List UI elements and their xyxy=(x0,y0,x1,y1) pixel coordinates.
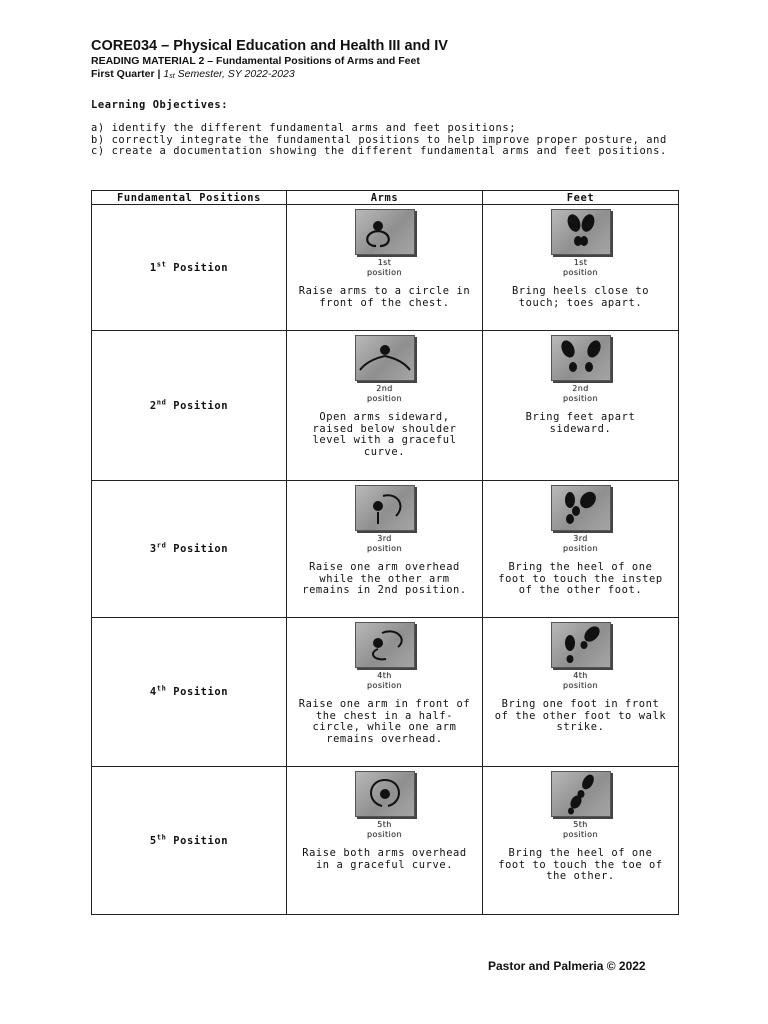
arms-cell xyxy=(287,205,483,331)
header-feet: Feet xyxy=(483,191,679,205)
arms-half-circle-front-icon xyxy=(355,622,415,668)
arms-open-sideward-icon xyxy=(355,335,415,381)
table-row xyxy=(92,618,679,767)
arms-circle-front-icon xyxy=(355,209,415,255)
figure-caption: 1st position xyxy=(367,258,402,277)
semester-suffix: st xyxy=(169,73,175,80)
figure-caption: 2nd position xyxy=(563,384,598,403)
table-row xyxy=(92,331,679,481)
figure-caption: 3rd position xyxy=(367,534,402,553)
arms-figure xyxy=(354,335,416,404)
figure-caption: 5th position xyxy=(563,820,598,839)
semester-text xyxy=(163,68,294,80)
position-label: 3rd Position xyxy=(92,481,287,618)
arms-cell xyxy=(287,481,483,618)
feet-figure xyxy=(550,485,612,554)
header-fundamental-positions: Fundamental Positions xyxy=(92,191,287,205)
table-row xyxy=(92,767,679,915)
feet-description: Bring the heel of one foot to touch the instep of the other foot. xyxy=(498,561,663,597)
objective-item: b) correctly integrate the fundamental positions to help improve proper posture, and xyxy=(91,133,667,146)
feet-cell xyxy=(483,205,679,331)
arms-figure xyxy=(354,771,416,840)
feet-cell xyxy=(483,767,679,915)
table-row xyxy=(92,481,679,618)
position-label: 5th Position xyxy=(92,767,287,915)
figure-caption: 5th position xyxy=(367,820,402,839)
objectives-heading: Learning Objectives: xyxy=(91,99,229,111)
positions-table xyxy=(91,190,679,915)
arms-description: Raise one arm overhead while the other arm remains in 2nd position. xyxy=(302,561,467,597)
feet-heels-together-icon xyxy=(551,209,611,255)
material-title: READING MATERIAL 2 – Fundamental Positions of Arms and Feet xyxy=(91,55,420,67)
footer-credit: Pastor and Palmeria © 2022 xyxy=(488,959,646,973)
course-title: CORE034 – Physical Education and Health III and IV xyxy=(91,38,448,54)
semester-rest: Semester, SY 2022-2023 xyxy=(174,68,295,80)
arms-figure xyxy=(354,622,416,691)
feet-figure xyxy=(550,622,612,691)
arms-figure xyxy=(354,209,416,278)
position-label: 2nd Position xyxy=(92,331,287,481)
feet-description: Bring one foot in front of the other foot to walk strike. xyxy=(494,698,667,734)
arms-figure xyxy=(354,485,416,554)
header-arms: Arms xyxy=(287,191,483,205)
feet-description: Bring feet apart sideward. xyxy=(525,411,636,435)
quarter-line xyxy=(91,68,681,82)
objectives-list xyxy=(91,123,681,158)
objective-item: c) create a documentation showing the different fundamental arms and feet positions. xyxy=(91,145,667,158)
feet-apart-icon xyxy=(551,335,611,381)
feet-description: Bring the heel of one foot to touch the toe of the other. xyxy=(498,847,663,883)
feet-cell xyxy=(483,618,679,767)
arms-description: Raise arms to a circle in front of the chest. xyxy=(298,285,471,309)
feet-figure xyxy=(550,335,612,404)
figure-caption: 2nd position xyxy=(367,384,402,403)
figure-caption: 4th position xyxy=(367,671,402,690)
semester-number: 1 xyxy=(163,68,170,80)
arms-description: Raise both arms overhead in a graceful curve. xyxy=(302,847,467,871)
figure-caption: 3rd position xyxy=(563,534,598,553)
arms-description: Raise one arm in front of the chest in a half-circle, while one arm remains overhead. xyxy=(298,698,471,745)
objective-item: a) identify the different fundamental arms and feet positions; xyxy=(91,122,517,134)
figure-caption: 4th position xyxy=(563,671,598,690)
feet-cell xyxy=(483,331,679,481)
table-row xyxy=(92,205,679,331)
feet-figure xyxy=(550,209,612,278)
feet-heel-to-instep-icon xyxy=(551,485,611,531)
arms-cell xyxy=(287,331,483,481)
feet-figure xyxy=(550,771,612,840)
arms-description: Open arms sideward, raised below shoulder level with a graceful curve. xyxy=(312,411,457,458)
position-label: 1st Position xyxy=(92,205,287,331)
quarter-label: First Quarter | xyxy=(91,68,161,80)
feet-heel-to-toe-icon xyxy=(551,771,611,817)
feet-walk-strike-icon xyxy=(551,622,611,668)
document-header xyxy=(91,37,681,158)
arms-both-overhead-icon xyxy=(355,771,415,817)
table-header-row xyxy=(92,191,679,205)
feet-description: Bring heels close to touch; toes apart. xyxy=(511,285,650,309)
feet-cell xyxy=(483,481,679,618)
arms-cell xyxy=(287,618,483,767)
position-label: 4th Position xyxy=(92,618,287,767)
arms-one-overhead-icon xyxy=(355,485,415,531)
arms-cell xyxy=(287,767,483,915)
figure-caption: 1st position xyxy=(563,258,598,277)
